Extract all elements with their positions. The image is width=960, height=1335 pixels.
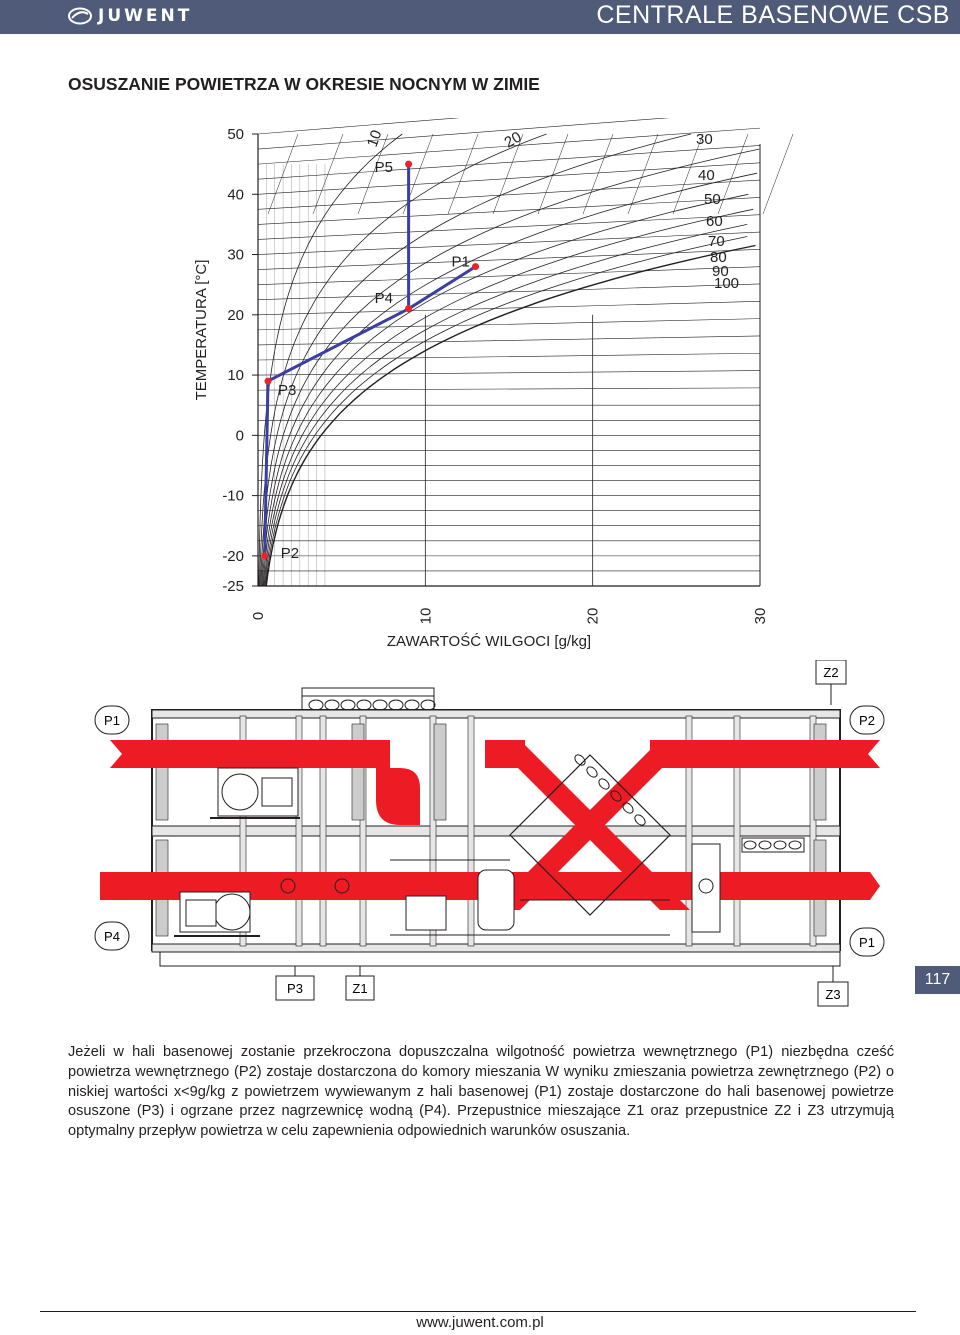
chart-series [261, 159, 479, 562]
rh-label: 20 [501, 128, 525, 152]
isotherm-line [258, 371, 760, 376]
casing-post [468, 716, 474, 946]
x-tick-label: 30 [752, 607, 769, 625]
label-z3: Z3 [825, 987, 841, 1002]
label-p2: P2 [859, 713, 875, 728]
rh-curve [265, 237, 747, 587]
y-tick-label: 20 [227, 306, 244, 324]
casing-base [160, 952, 840, 966]
enthalpy-line [538, 134, 568, 214]
y-tick-label: 50 [227, 126, 244, 143]
y-tick-label: 30 [227, 246, 244, 264]
brand-name: JUWENT [98, 6, 193, 26]
footer-url[interactable]: www.juwent.com.pl [416, 1314, 544, 1331]
page-number: 117 [915, 966, 960, 994]
rh-label: 100 [714, 275, 740, 292]
rh-label: 40 [698, 167, 715, 184]
enthalpy-line [448, 134, 478, 214]
heating-coil [692, 844, 720, 932]
y-tick-label: -10 [222, 487, 244, 505]
x-tick-label: 0 [250, 611, 267, 621]
filter-bank [352, 724, 364, 820]
y-tick-label: 10 [227, 367, 244, 385]
isotherm-line [258, 319, 760, 330]
y-tick-label: -25 [222, 578, 244, 595]
x-axis-label: ZAWARTOŚĆ WILGOCI [g/kg] [386, 633, 592, 650]
rh-label: 50 [704, 191, 721, 208]
y-axis-label: TEMPERATURA [°C] [193, 259, 210, 401]
header-bar [0, 0, 960, 34]
label-z2: Z2 [823, 665, 839, 680]
point-label: P1 [451, 253, 470, 271]
isotherm-line [258, 353, 760, 360]
isotherm-line [258, 232, 760, 255]
point-label: P3 [278, 382, 297, 400]
description-text: Jeżeli w hali basenowej zostanie przekroczona dopuszczalna wilgotność powietrza wewnętrznego (P1) niezbędna cześć powietrza wewnętrznego (P2) zostaje dostarczona do komory mieszania W wyniku zmieszania powietrza zewnętrznego (P2) o niskiej wartości x<9g/kg z powietrzem wywiewanym z hali basenowej (P1) zostaje dostarczone do hali basenowej powietrze osuszone (P3) i ogrzane przez nagrzewnicę wodną (P4). Przepustnice mieszające Z1 oraz przepustnice Z2 i Z3 utrzymują optymalny przepływ powietrza w celu zapewnienia odpowiednich warunków osuszania. [68, 1044, 894, 1140]
isotherm-line [258, 284, 760, 300]
rh-label: 70 [708, 233, 725, 250]
enthalpy-line [763, 134, 793, 214]
state-point [261, 552, 268, 559]
isotherm-line [258, 180, 760, 209]
point-label: P2 [280, 544, 300, 562]
ahu-schematic [90, 660, 890, 1020]
chart-svg [180, 118, 800, 658]
label-p3: P3 [287, 981, 303, 996]
rh-label: 60 [706, 213, 723, 230]
rh-label: 10 [363, 127, 386, 150]
rh-curve [262, 173, 757, 586]
filter-bank [156, 724, 168, 820]
y-tick-label: -20 [222, 547, 244, 565]
label-p1-right: P1 [859, 935, 875, 950]
label-p1-left: P1 [104, 713, 120, 728]
y-tick-label: 0 [235, 427, 244, 445]
ahu-diagram-svg [90, 660, 890, 1020]
damper-blade [597, 777, 611, 791]
label-z1: Z1 [352, 981, 368, 996]
chart-grid [258, 118, 793, 586]
state-point [472, 263, 479, 270]
process-line [409, 267, 476, 309]
damper-z3-cluster [742, 838, 804, 852]
header-title: CENTRALE BASENOWE CSB [596, 1, 950, 29]
exhaust-fan [210, 768, 300, 818]
damper-blade [573, 753, 587, 767]
isotherm-line [258, 388, 760, 390]
y-tick-label: 40 [227, 186, 244, 204]
rh-label: 90 [712, 263, 729, 280]
psychrometric-chart [180, 118, 800, 658]
state-point [405, 305, 412, 312]
isotherm-line [258, 249, 760, 269]
damper-blade [585, 765, 599, 779]
point-label: P4 [374, 289, 393, 307]
rh-label: 80 [710, 249, 727, 266]
damper-blade [633, 813, 647, 827]
page-title: OSUSZANIE POWIETRZA W OKRESIE NOCNYM W ZIMIE [68, 74, 540, 94]
state-point [265, 378, 272, 385]
filter-bank [814, 724, 826, 820]
rh-label: 30 [696, 131, 713, 148]
state-point [405, 161, 412, 168]
flow-exhaust-left [110, 740, 390, 768]
point-label: P5 [374, 159, 393, 177]
rh-curve [266, 246, 755, 587]
juwent-logo[interactable] [68, 3, 192, 29]
rh-curve [261, 149, 759, 586]
supply-fan [174, 892, 260, 936]
enthalpy-line [718, 134, 748, 214]
enthalpy-line [583, 134, 613, 214]
isotherm-line [258, 197, 760, 224]
rh-curve [260, 134, 547, 586]
x-tick-label: 20 [584, 607, 602, 625]
isotherm-line [258, 215, 760, 240]
label-p4: P4 [104, 929, 120, 944]
filter-bank [434, 724, 446, 820]
x-tick-label: 10 [417, 607, 435, 625]
isotherm-line [258, 267, 760, 285]
footer-divider [40, 1311, 916, 1312]
juwent-logo-icon [68, 7, 92, 25]
